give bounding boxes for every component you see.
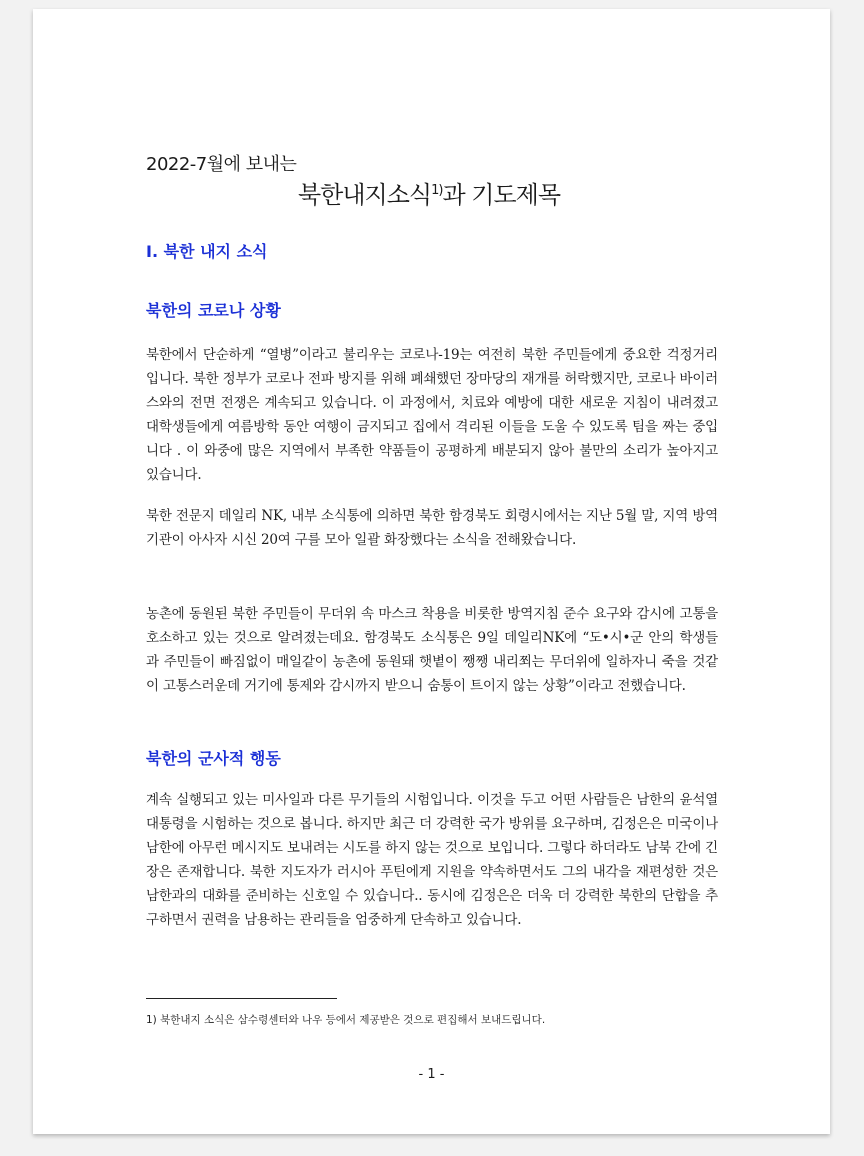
footnote-reference[interactable]: 1) bbox=[431, 183, 443, 198]
footnote: 1) 북한내지 소식은 삼수령센터와 나우 등에서 제공받은 것으로 편집해서 보내드립니다. bbox=[146, 1014, 546, 1026]
paragraph: 북한 전문지 데일리 NK, 내부 소식통에 의하면 북한 함경북도 회령시에서는 지난 5월 말, 지역 방역기관이 아사자 시신 20여 구를 모아 일괄 화장했다는 소식을 전해왔습니다. bbox=[146, 508, 718, 548]
title-suffix: 과 기도제목 bbox=[442, 181, 561, 209]
page-number: - 1 - bbox=[418, 1067, 445, 1082]
subsection-heading-corona: 북한의 코로나 상황 bbox=[146, 301, 281, 320]
document-title bbox=[298, 175, 560, 210]
footnote-divider bbox=[146, 998, 337, 999]
title-main: 북한내지소식 bbox=[298, 181, 432, 209]
paragraph: 계속 실행되고 있는 미사일과 다른 무기들의 시험입니다. 이것을 두고 어떤 사람들은 남한의 윤석열 대통령을 시험하는 것으로 봅니다. 하지만 최근 더 강력한 국가 방위를 요구하며, 김정은은 미국이나 남한에 아무런 메시지도 보내려는 시도를 하지 않는 것으로 보입니다. 그렇다 하더라도 남북 간에 긴장은 존재합니다. 북한 지도자가 러시아 푸틴에게 지원을 약속하면서도 그의 내각을 재편성한 것은 남한과의 대화를 준비하는 신호일 수 있습니다.. 동시에 김정은은 더욱 더 강력한 북한의 단합을 추구하면서 권력을 남용하는 관리들을 엄중하게 단속하고 있습니다. bbox=[146, 792, 718, 928]
document-page bbox=[33, 9, 830, 1134]
title-date-line: 2022-7월에 보내는 bbox=[146, 154, 297, 175]
subsection-heading-military: 북한의 군사적 행동 bbox=[146, 749, 281, 768]
paragraph: 북한에서 단순하게 “열병”이라고 불리우는 코로나-19는 여전히 북한 주민들에게 중요한 걱정거리입니다. 북한 정부가 코로나 전파 방지를 위해 폐쇄했던 장마당의 재개를 허락했지만, 코로나 바이러스와의 전면 전쟁은 계속되고 있습니다. 이 과정에서, 치료와 예방에 대한 새로운 지침이 내려졌고 대학생들에게 여름방학 동안 여행이 금지되고 집에서 격리된 이들을 도울 수 있도록 팀을 짜는 중입니다 . 이 와중에 많은 지역에서 부족한 약품들이 공평하게 배분되지 않아 불만의 소리가 높아지고 있습니다. bbox=[146, 347, 718, 483]
section-heading: Ⅰ. 북한 내지 소식 bbox=[146, 242, 268, 261]
paragraph: 농촌에 동원된 북한 주민들이 무더위 속 마스크 착용을 비롯한 방역지침 준수 요구와 감시에 고통을 호소하고 있는 것으로 알려졌는데요. 함경북도 소식통은 9일 데일리NK에 “도•시•군 안의 학생들과 주민들이 빠짐없이 매일같이 농촌에 동원돼 햇볕이 쨍쨍 내리쬐는 무더위에 일하자니 죽을 것같이 고통스러운데 거기에 통제와 감시까지 받으니 숨통이 트이지 않는 상황”이라고 전했습니다. bbox=[146, 606, 718, 694]
